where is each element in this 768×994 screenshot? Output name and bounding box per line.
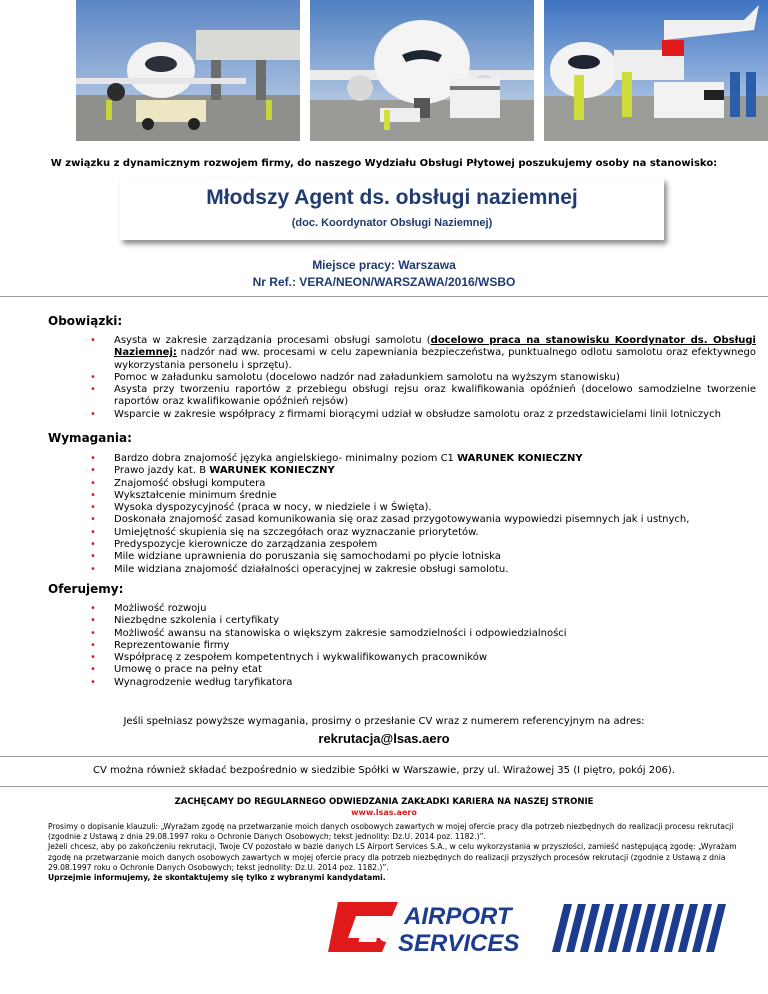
- logo-line1: AIRPORT: [404, 903, 512, 930]
- career-encouragement: ZACHĘCAMY DO REGULARNEGO ODWIEDZANIA ZAKŁADKI KARIERA NA NASZEJ STRONIE: [174, 797, 594, 807]
- duty-text: Pomoc w załadunku samolotu (docelowo nadzór nad załadunkiem samolotu na wyższym stanowisku): [114, 371, 620, 383]
- offer-heading: Oferujemy:: [48, 582, 124, 596]
- duties-heading: Obowiązki:: [48, 314, 123, 328]
- list-item: • Umowę o prace na pełny etat: [114, 664, 754, 676]
- list-item: • Współpracę z zespołem kompetentnych i wykwalifikowanych pracowników: [114, 652, 754, 664]
- req-text: Mile widziane uprawnienia do poruszania się samochodami po płycie lotniska: [114, 551, 501, 563]
- photo-aircraft-front: [310, 0, 534, 141]
- list-item: [114, 539, 754, 551]
- apply-instruction: Jeśli spełniasz powyższe wymagania, prosimy o przesłanie CV wraz z numerem referencyjnym na adres:: [123, 716, 645, 727]
- offer-list: [114, 603, 754, 689]
- list-item: [114, 478, 754, 490]
- logo-line2: SERVICES: [398, 930, 520, 956]
- contact-email-link[interactable]: rekrutacja@lsas.aero: [318, 731, 450, 746]
- list-item: [114, 409, 756, 421]
- intro-text: W związku z dynamicznym rozwojem firmy, do naszego Wydziału Obsługi Płytowej poszukujemy osoby na stanowisko:: [50, 158, 718, 169]
- req-text: Znajomość obsługi komputera: [114, 477, 266, 489]
- header-photos: [76, 0, 768, 141]
- list-item: [114, 527, 754, 539]
- req-emphasis: WARUNEK KONIECZNY: [209, 465, 335, 477]
- list-item: • Niezbędne szkolenia i certyfikaty: [114, 615, 754, 627]
- list-item: [114, 465, 754, 477]
- job-title-box: [120, 178, 664, 240]
- list-item: [114, 564, 754, 576]
- req-emphasis: WARUNEK KONIECZNY: [457, 453, 583, 464]
- ls-airport-services-logo: [328, 898, 740, 956]
- job-reference: Nr Ref.: VERA/NEON/WARSZAWA/2016/WSBO: [252, 275, 516, 289]
- list-item: [114, 453, 754, 465]
- list-item: [114, 372, 756, 384]
- cv-submission-info: CV można również składać bezpośrednio w siedzibie Spółki w Warszawie, przy ul. Wirażowej 35 (I piętro, pokój 206).: [93, 765, 675, 776]
- job-subtitle: (doc. Koordynator Obsługi Naziemnej): [291, 217, 493, 229]
- duties-list: [114, 335, 756, 421]
- divider-middle: [0, 756, 768, 757]
- list-item: [114, 502, 754, 514]
- req-text: Wysoka dyspozycyjność (praca w nocy, w niedziele i w Święta).: [114, 502, 432, 514]
- duty-text: Asysta w zakresie zarządzania procesami obsługi samolotu (: [114, 335, 431, 346]
- logo-mark: LS: [358, 912, 402, 950]
- list-item: • Możliwość rozwoju: [114, 603, 754, 615]
- list-item: [114, 514, 754, 526]
- photo-aircraft-at-gate: [76, 0, 300, 141]
- requirements-heading: Wymagania:: [48, 431, 132, 445]
- list-item: [114, 551, 754, 563]
- job-location-block: [0, 257, 768, 291]
- req-text: Wykształcenie minimum średnie: [114, 489, 277, 501]
- job-title: Młodszy Agent ds. obsługi naziemnej: [206, 186, 578, 209]
- divider-bottom: [0, 786, 768, 787]
- list-item: • Reprezentowanie firmy: [114, 640, 754, 652]
- duty-text-rest: nadzór nad ww. procesami w celu zapewniania bezpieczeństwa, punktualnego odlotu samolotu oraz efektywnego wykorzystania personelu i sprzętu).: [114, 347, 756, 371]
- consent-clause: [48, 822, 748, 883]
- list-item: [114, 384, 756, 409]
- req-text: Predyspozycje kierownicze do zarządzania zespołem: [114, 539, 378, 551]
- photo-aircraft-with-staff: [544, 0, 768, 141]
- list-item: • Możliwość awansu na stanowiska o większym zakresie samodzielności i odpowiedzialności: [114, 628, 754, 640]
- duty-text: Asysta przy tworzeniu raportów z przebiegu obsługi rejsu oraz kwalifikowania opóźnień (docelowo samodzielne tworzenie raportów oraz kwalifikowanie opóźnień rejsów): [114, 384, 756, 408]
- divider-top: [0, 296, 768, 297]
- clause-paragraph-3: Uprzejmie informujemy, że skontaktujemy się tylko z wybranymi kandydatami.: [48, 873, 386, 883]
- duty-text: Wsparcie w zakresie współpracy z firmami biorącymi udział w obsłudze samolotu oraz z przedstawicielami linii lotniczych: [114, 408, 721, 420]
- website-link[interactable]: www.lsas.aero: [351, 808, 417, 817]
- job-location: Miejsce pracy: Warszawa: [312, 258, 456, 272]
- list-item: [114, 335, 756, 372]
- clause-paragraph-1: Prosimy o dopisanie klauzuli: „Wyrażam zgodę na przetwarzanie moich danych osobowych zawartych w mojej ofercie pracy dla potrzeb niezbędnych do realizacji procesu rekrutacji (zgodnie z Ustawą z dnia 29.08.1997 roku o Ochronie Danych Osobowych; tekst jednolity: Dz.U. 2014 poz. 1182.)”.: [48, 822, 734, 842]
- requirements-list: [114, 453, 754, 576]
- duty-emphasis: docelowo praca na stanowisku Koordynator ds. Obsługi Naziemnej:: [114, 335, 756, 359]
- req-text: Umiejętność skupienia się na szczegółach oraz wyznaczanie priorytetów.: [114, 526, 479, 538]
- req-text: Bardzo dobra znajomość języka angielskiego- minimalny poziom C1: [114, 453, 458, 464]
- req-text: Mile widziana znajomość działalności operacyjnej w zakresie obsługi samolotu.: [114, 563, 509, 575]
- req-text: Doskonała znajomość zasad komunikowania się oraz zasad przygotowywania wypowiedzi pisemnych jak i ustnych,: [114, 514, 690, 526]
- clause-paragraph-2: Jeżeli chcesz, aby po zakończeniu rekrutacji, Twoje CV pozostało w bazie danych LS Airport Services S.A., w celu wykorzystania w przyszłości, zamieść następującą zgodę: „Wyrażam zgodę na przetwarzanie moich danych osobowych zawartych w mojej ofercie pracy dla potrzeb niezbędnych do realizacji przyszłych procesów rekrutacji (zgodnie z Ustawą z dnia 29.08.1997 roku o Ochronie Danych Osobowych; tekst jednolity: Dz.U. 2014 poz. 1182.)”.: [48, 842, 737, 872]
- list-item: • Wynagrodzenie według taryfikatora: [114, 677, 754, 689]
- req-text: Prawo jazdy kat. B: [114, 465, 210, 477]
- list-item: [114, 490, 754, 502]
